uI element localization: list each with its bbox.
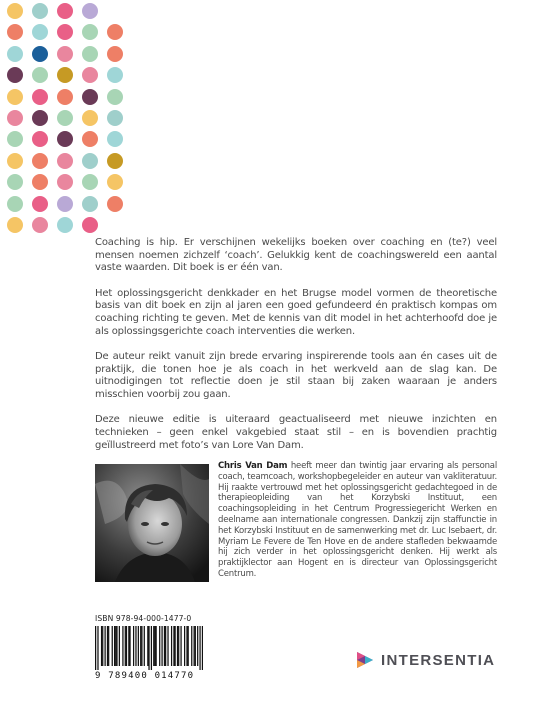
decorative-dot: [107, 89, 123, 105]
intersentia-logo-icon: [355, 650, 375, 670]
decorative-dot: [57, 217, 73, 233]
decorative-dot: [7, 24, 23, 40]
decorative-dot: [82, 217, 98, 233]
decorative-dot: [32, 89, 48, 105]
decorative-dot: [32, 196, 48, 212]
blurb-paragraph: Het oplossingsgericht denkkader en het Brugse model vormen de theoretische basis van dit boek en zijn al jaren een goed gefundeerd én praktisch kompas om coaching richting te geven. Met de kennis van dit model in het achterhoofd doe je als oplossingsgerichte coach interventies die werken.: [95, 287, 497, 337]
decorative-dot: [82, 46, 98, 62]
decorative-dot: [32, 67, 48, 83]
decorative-dot: [32, 24, 48, 40]
decorative-dot: [7, 153, 23, 169]
decorative-dot: [57, 174, 73, 190]
decorative-dot: [32, 217, 48, 233]
decorative-dot: [7, 46, 23, 62]
decorative-dot: [82, 67, 98, 83]
decorative-dot: [7, 174, 23, 190]
decorative-dot: [32, 3, 48, 19]
isbn-label: ISBN 978-94-000-1477-0: [95, 614, 192, 623]
decorative-dot: [107, 174, 123, 190]
decorative-dot: [82, 89, 98, 105]
decorative-dot: [82, 24, 98, 40]
publisher-name: INTERSENTIA: [381, 651, 496, 669]
decorative-dot: [32, 46, 48, 62]
decorative-dot: [57, 24, 73, 40]
decorative-dot: [107, 67, 123, 83]
decorative-dot: [107, 196, 123, 212]
blurb-paragraph: De auteur reikt vanuit zijn brede ervaring inspirerende tools aan én cases uit de praktijk, die tonen hoe je als coach in het werkveld aan de slag kan. De uitnodigingen tot reflectie doen je stil staan bij zaken waaraan je anders misschien voorbij zou gaan.: [95, 350, 497, 401]
decorative-dot: [57, 89, 73, 105]
decorative-dot: [57, 131, 73, 147]
decorative-dot: [82, 196, 98, 212]
decorative-dot: [82, 153, 98, 169]
decorative-dot: [107, 46, 123, 62]
decorative-dot: [32, 131, 48, 147]
author-photo: [95, 464, 209, 582]
blurb-paragraph: Deze nieuwe editie is uiteraard geactualiseerd met nieuwe inzichten en technieken – geen enkel vakgebied staat stil – en is bovendien prachtig geïllustreerd met foto’s van Lore Van Dam.: [95, 414, 497, 451]
blurb-paragraph: Coaching is hip. Er verschijnen wekelijks boeken over coaching en (te?) veel mensen noemen zichzelf ‘coach’. Gelukkig kent de coachingswereld een aantal vaste waarden. Dit boek is er één van.: [95, 237, 497, 274]
barcode: [95, 626, 203, 670]
decorative-dot: [107, 131, 123, 147]
decorative-dot: [82, 131, 98, 147]
decorative-dot: [107, 153, 123, 169]
author-bio: [218, 461, 497, 580]
decorative-dot: [57, 3, 73, 19]
author-name: Chris Van Dam: [218, 461, 288, 471]
decorative-dot: [7, 196, 23, 212]
author-section: [95, 461, 497, 584]
decorative-dot: [82, 174, 98, 190]
decorative-dot: [82, 3, 98, 19]
decorative-dot: [32, 174, 48, 190]
decorative-dot: [57, 46, 73, 62]
decorative-dot: [7, 3, 23, 19]
decorative-dot: [7, 110, 23, 126]
decorative-dot: [7, 67, 23, 83]
back-cover-blurb: [95, 237, 497, 465]
isbn-block: [95, 614, 203, 681]
decorative-dot: [107, 217, 123, 233]
decorative-dot: [57, 67, 73, 83]
decorative-dot: [7, 131, 23, 147]
decorative-dot: [57, 153, 73, 169]
decorative-dot: [107, 3, 123, 19]
decorative-dot-pattern: [7, 3, 123, 233]
author-bio-text: heeft meer dan twintig jaar ervaring als personal coach, teamcoach, workshopbegeleider en auteur van vakliteratuur. Hij raakte vertrouwd met het oplossingsgericht gedachtegoed in de therapieopleiding van het Korzybski Instituut, een coachingsopleiding in het Centrum Progressiegericht Werken en deelname aan internationale congressen. Dankzij zijn staffunctie in het Korzybski Instituut en de samenwerking met dr. Luc Isebaert, dr. Myriam Le Fevere de Ten Hove en de andere stafleden bekwaamde hij zich verder in het oplossingsgericht denken. Hij werkt als praktijklector aan Hogent en is directeur van Oplossingsgericht Centrum.: [218, 461, 497, 579]
decorative-dot: [57, 196, 73, 212]
decorative-dot: [107, 24, 123, 40]
decorative-dot: [32, 153, 48, 169]
publisher-logo: [355, 650, 495, 670]
decorative-dot: [32, 110, 48, 126]
decorative-dot: [57, 110, 73, 126]
decorative-dot: [7, 89, 23, 105]
decorative-dot: [7, 217, 23, 233]
decorative-dot: [82, 110, 98, 126]
barcode-digits: 9 789400 014770: [95, 671, 195, 681]
decorative-dot: [107, 110, 123, 126]
